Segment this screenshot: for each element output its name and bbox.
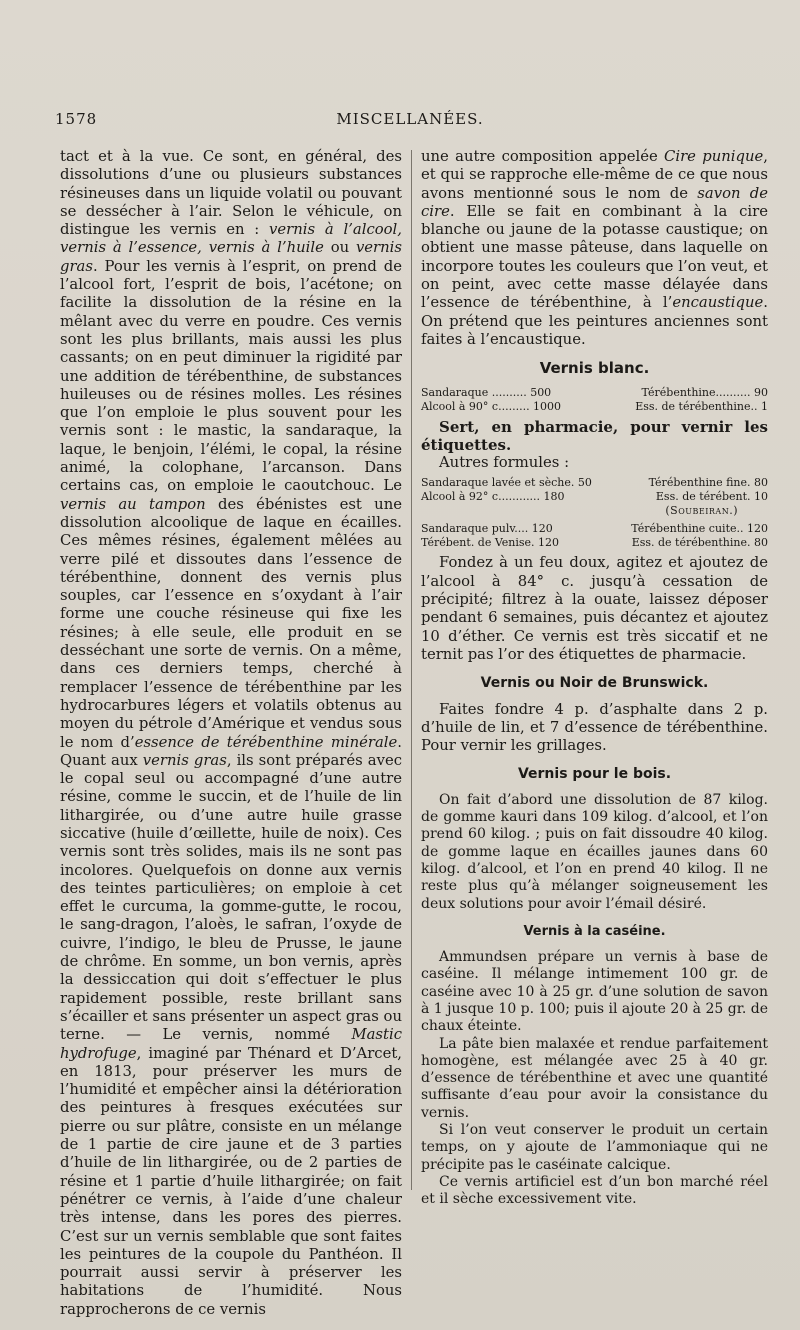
heading-vernis-caseine: Vernis à la caséine.: [523, 923, 666, 939]
paragraph-bois: On fait d’abord une dissolution de 87 kilog. de gomme kauri dans 109 kilog. d’alcool, et l’on prend 60 kilog. ; puis on fait dissoudre 40 kilog. de gomme laque en écailles jaunes dans 60 kilog. d’alcool, et l’on en prend 40 kilog. Il ne reste plus qu’à mélanger soigneusement les deux solutions pour avoir l’émail désiré.: [421, 791, 768, 912]
caseine-section: [421, 949, 768, 1208]
bois-section: [421, 792, 768, 913]
page-header: [55, 110, 765, 134]
page-number: 1578: [55, 110, 98, 128]
heading-vernis-blanc: Vernis blanc.: [539, 359, 650, 378]
paragraph-fondez: Fondez à un feu doux, agitez et ajoutez de l’alcool à 84° c. jusqu’à cessation de précipité; filtrez à la ouate, laissez déposer pendant 6 semaines, puis décantez et ajoutez 10 d’éther. Ce vernis est très siccatif et ne ternit pas l’or des étiquettes de pharmacie.: [421, 554, 768, 663]
recipe-table-3: [421, 522, 768, 550]
paragraph-caseine-4: Ce vernis artificiel est d’un bon marché réel et il sèche excessivement vite.: [421, 1173, 768, 1208]
recipe-row: Alcool à 92° c............ 180 Ess. de térébent. 10: [421, 490, 768, 504]
paragraph-cire-punique: une autre composition appelée Cire punique, et qui se rapproche elle-même de ce que nous avons mentionné sous le nom de savon de cire. Elle se fait en combinant à la cire blanche ou jaune de la potasse caustique; on obtient une masse pâteuse, dans laquelle on incorpore toutes les couleurs que l’on veut, et on peint, avec cette masse délayée dans l’essence de térébenthine, à l’encaustique. On prétend que les peintures anciennes sont faites à l’encaustique.: [421, 148, 768, 348]
usage-note: Sert, en pharmacie, pour vernir les étiquettes.: [421, 417, 768, 454]
paragraph-caseine-3: Si l’on veut conserver le produit un certain temps, on y ajoute de l’ammoniaque qui ne précipite pas le caséinate calcique.: [421, 1122, 768, 1173]
recipe-row: Alcool à 90° c......... 1000 Ess. de térébenthine.. 1: [421, 399, 768, 413]
paragraph-vernis-definition: tact et à la vue. Ce sont, en général, des dissolutions d’une ou plusieurs substances résineuses dans un liquide volatil ou pouvant se dessécher à l’air. Selon le véhicule, on distingue les vernis en : vernis à l’alcool, vernis à l’essence, vernis à l’huile ou vernis gras. Pour les vernis à l’esprit, on prend de l’alcool fort, l’esprit de bois, l’acétone; on facilite la dissolution de la résine en la mêlant avec du verre en poudre. Ces vernis sont les plus brillants, mais aussi les plus cassants; on en peut diminuer la rigidité par une addition de térébenthine, de substances huileuses ou de résines molles. Les résines que l’on emploie le plus souvent pour les vernis sont : le mastic, la sandaraque, la laque, le benjoin, l’élémi, le copal, la résine animé, la colophane, l’arcanson. Dans certains cas, on emploie le caoutchouc. Le vernis au tampon des ébénistes est une dissolution alcoolique de laque en écailles. Ces mêmes résines, également mêlées au verre pilé et dissoutes dans l’essence de térébenthine, donnent des vernis plus souples, car l’essence en s’oxydant à l’air forme une couche résineuse qui fixe les résines; à elle seule, elle produit en se desséchant une sorte de vernis. On a même, dans ces derniers temps, cherché à remplacer l’essence de térébenthine par les hydrocarbures légers et volatils obtenus au moyen du pétrole d’Amérique et vendus sous le nom d’essence de térébenthine minérale. Quant aux vernis gras, ils sont préparés avec le copal seul ou accompagné d’une autre résine, comme le succin, et de l’huile de lin lithargirée, ou d’une autre huile grasse siccative (huile d’œillette, huile de noix). Ces vernis sont très solides, mais ils ne sont pas incolores. Quelquefois on donne aux vernis des teintes particulières; on emploie à cet effet le curcuma, la gomme-gutte, le rocou, le sang-dragon, l’aloès, le safran, l’oxyde de cuivre, l’indigo, le bleu de Prusse, le jaune de chrôme. En somme, un bon vernis, après la dessiccation qui doit s’effectuer le plus rapidement possible, reste brillant sans s’écailler et sans présenter un aspect gras ou terne. — Le vernis, nommé Mastic hydrofuge, imaginé par Thénard et D’Arcet, en 1813, pour préserver les murs de l’humidité et empêcher ainsi la détérioration des peintures à fresques exécutées sur pierre ou sur plâtre, consiste en un mélange de 1 partie de cire jaune et de 3 parties d’huile de lin lithargirée, ou de 2 parties de résine et 1 partie d’huile lithargirée; on fait pénétrer ce vernis, à l’aide d’une chaleur très intense, dans les pores des pierres. C’est sur un vernis semblable que sont faites les peintures de la coupole du Panthéon. Il pourrait aussi servir à préserver les habitations de l’humidité. Nous rapprocherons de ce vernis: [60, 148, 403, 1318]
heading-vernis-pour-le-bois: Vernis pour le bois.: [517, 766, 672, 783]
recipe-row: Sandaraque lavée et sèche. 50 Térébenthine fine. 80: [421, 476, 768, 490]
running-title: MISCELLANÉES.: [336, 110, 484, 128]
recipe-table-1: [421, 386, 768, 414]
heading-noir-de-brunswick: Vernis ou Noir de Brunswick.: [480, 675, 709, 692]
right-column: [421, 148, 768, 1209]
recipe-row: Sandaraque .......... 500 Térébenthine.......... 90: [421, 385, 768, 399]
autres-formules-label: Autres formules :: [439, 454, 570, 472]
recipe-row: Térébent. de Venise. 120 Ess. de térébenthine. 80: [421, 536, 768, 550]
recipe-credit: (Soubeiran.): [665, 504, 738, 518]
paragraph-caseine-1: Ammundsen prépare un vernis à base de caséine. Il mélange intimement 100 gr. de caséine avec 10 à 25 gr. d’une solution de savon à 1 jusque 10 p. 100; puis il ajoute 20 à 25 gr. de chaux éteinte.: [421, 949, 769, 1035]
left-column: [60, 148, 402, 1319]
column-divider: [411, 150, 412, 1190]
recipe-table-2: [421, 476, 768, 518]
paragraph-caseine-2: La pâte bien malaxée et rendue parfaitement homogène, est mélangée avec 25 à 40 gr. d’essence de térébenthine et avec une quantité suffisante d’eau pour avoir la consistance du vernis.: [421, 1035, 768, 1121]
recipe-row: Sandaraque pulv.... 120 Térébenthine cuite.. 120: [421, 522, 768, 536]
paragraph-brunswick: Faites fondre 4 p. d’asphalte dans 2 p. d’huile de lin, et 7 d’essence de térébenthine. Pour vernir les grillages.: [421, 700, 768, 755]
